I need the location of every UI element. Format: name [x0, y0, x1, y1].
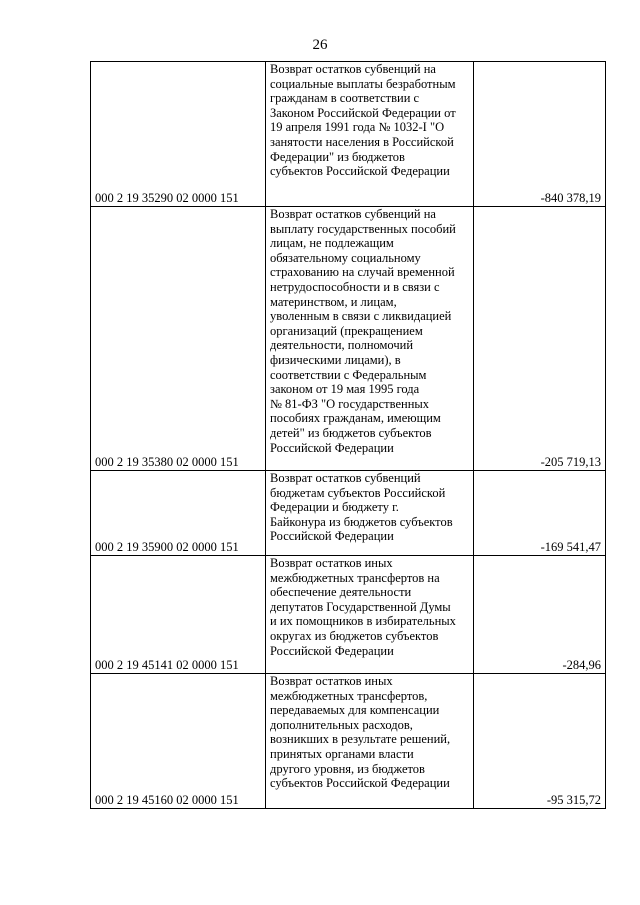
description-line: социальные выплаты безработным	[270, 76, 456, 91]
description-line: Возврат остатков иных	[270, 674, 393, 688]
description-line: гражданам в соответствии с	[270, 91, 420, 106]
budget-code-cell: 000 2 19 35380 02 0000 151	[91, 207, 266, 471]
description-line: депутатов Государственной Думы	[270, 599, 451, 614]
table-row	[91, 556, 606, 674]
description-line: бюджетам субъектов Российской	[270, 485, 446, 500]
description-line: субъектов Российской Федерации	[270, 776, 450, 791]
description-cell	[266, 62, 474, 207]
description-line: дополнительных расходов,	[270, 717, 413, 732]
description-line: возникших в результате решений,	[270, 732, 451, 747]
table-row	[91, 62, 606, 207]
description-line: законом от 19 мая 1995 года	[270, 382, 420, 397]
description-line: лицам, не подлежащим	[270, 236, 394, 251]
description-line: Законом Российской Федерации от	[270, 105, 456, 120]
budget-table	[90, 61, 606, 809]
amount-cell: -840 378,19	[474, 62, 606, 207]
description-line: пособиях гражданам, имеющим	[270, 411, 441, 426]
description-line: 19 апреля 1991 года № 1032-I "О	[270, 120, 445, 135]
description-line: передаваемых для компенсации	[270, 703, 440, 718]
description-line: соответствии с Федеральным	[270, 367, 427, 382]
description-line: материнством, и лицам,	[270, 294, 397, 309]
budget-code-cell: 000 2 19 35900 02 0000 151	[91, 471, 266, 556]
description-line: принятых органами власти	[270, 746, 414, 761]
description-line: занятости населения в Российской	[270, 134, 454, 149]
amount-cell: -169 541,47	[474, 471, 606, 556]
description-line: Возврат остатков субвенций	[270, 471, 421, 485]
description-line: выплату государственных пособий	[270, 221, 456, 236]
description-line: Российской Федерации	[270, 529, 394, 544]
amount-cell: -205 719,13	[474, 207, 606, 471]
description-line: физическими лицами), в	[270, 352, 401, 367]
description-line: нетрудоспособности и в связи с	[270, 279, 440, 294]
description-cell	[266, 556, 474, 674]
table-row	[91, 471, 606, 556]
budget-table-body	[91, 62, 606, 809]
description-line: Федерации и бюджету г.	[270, 500, 399, 515]
description-line: межбюджетных трансфертов на	[270, 570, 440, 585]
description-line: Возврат остатков иных	[270, 556, 393, 570]
description-line: деятельности, полномочий	[270, 338, 414, 353]
description-line: Возврат остатков субвенций на	[270, 62, 436, 76]
description-line: Российской Федерации	[270, 440, 394, 455]
description-line: и их помощников в избирательных	[270, 614, 456, 629]
description-line: субъектов Российской Федерации	[270, 164, 450, 179]
description-line: организаций (прекращением	[270, 323, 423, 338]
page-number: 26	[312, 37, 328, 53]
table-row	[91, 207, 606, 471]
description-line: детей" из бюджетов субъектов	[270, 425, 432, 440]
description-line: обязательному социальному	[270, 250, 421, 265]
description-cell	[266, 674, 474, 809]
amount-cell: -284,96	[474, 556, 606, 674]
description-line: Возврат остатков субвенций на	[270, 207, 436, 221]
table-row	[91, 674, 606, 809]
amount-cell: -95 315,72	[474, 674, 606, 809]
description-cell	[266, 471, 474, 556]
description-line: другого уровня, из бюджетов	[270, 761, 425, 776]
description-line: Байконура из бюджетов субъектов	[270, 514, 453, 529]
description-line: страхованию на случай временной	[270, 265, 455, 280]
description-line: межбюджетных трансфертов,	[270, 688, 428, 703]
budget-code-cell: 000 2 19 45141 02 0000 151	[91, 556, 266, 674]
description-line: уволенным в связи с ликвидацией	[270, 309, 452, 324]
description-line: округах из бюджетов субъектов	[270, 628, 439, 643]
description-cell	[266, 207, 474, 471]
description-line: № 81-ФЗ "О государственных	[270, 396, 430, 411]
budget-code-cell: 000 2 19 45160 02 0000 151	[91, 674, 266, 809]
budget-code-cell: 000 2 19 35290 02 0000 151	[91, 62, 266, 207]
description-line: Российской Федерации	[270, 643, 394, 658]
description-line: обеспечение деятельности	[270, 585, 412, 600]
description-line: Федерации" из бюджетов	[270, 149, 405, 164]
